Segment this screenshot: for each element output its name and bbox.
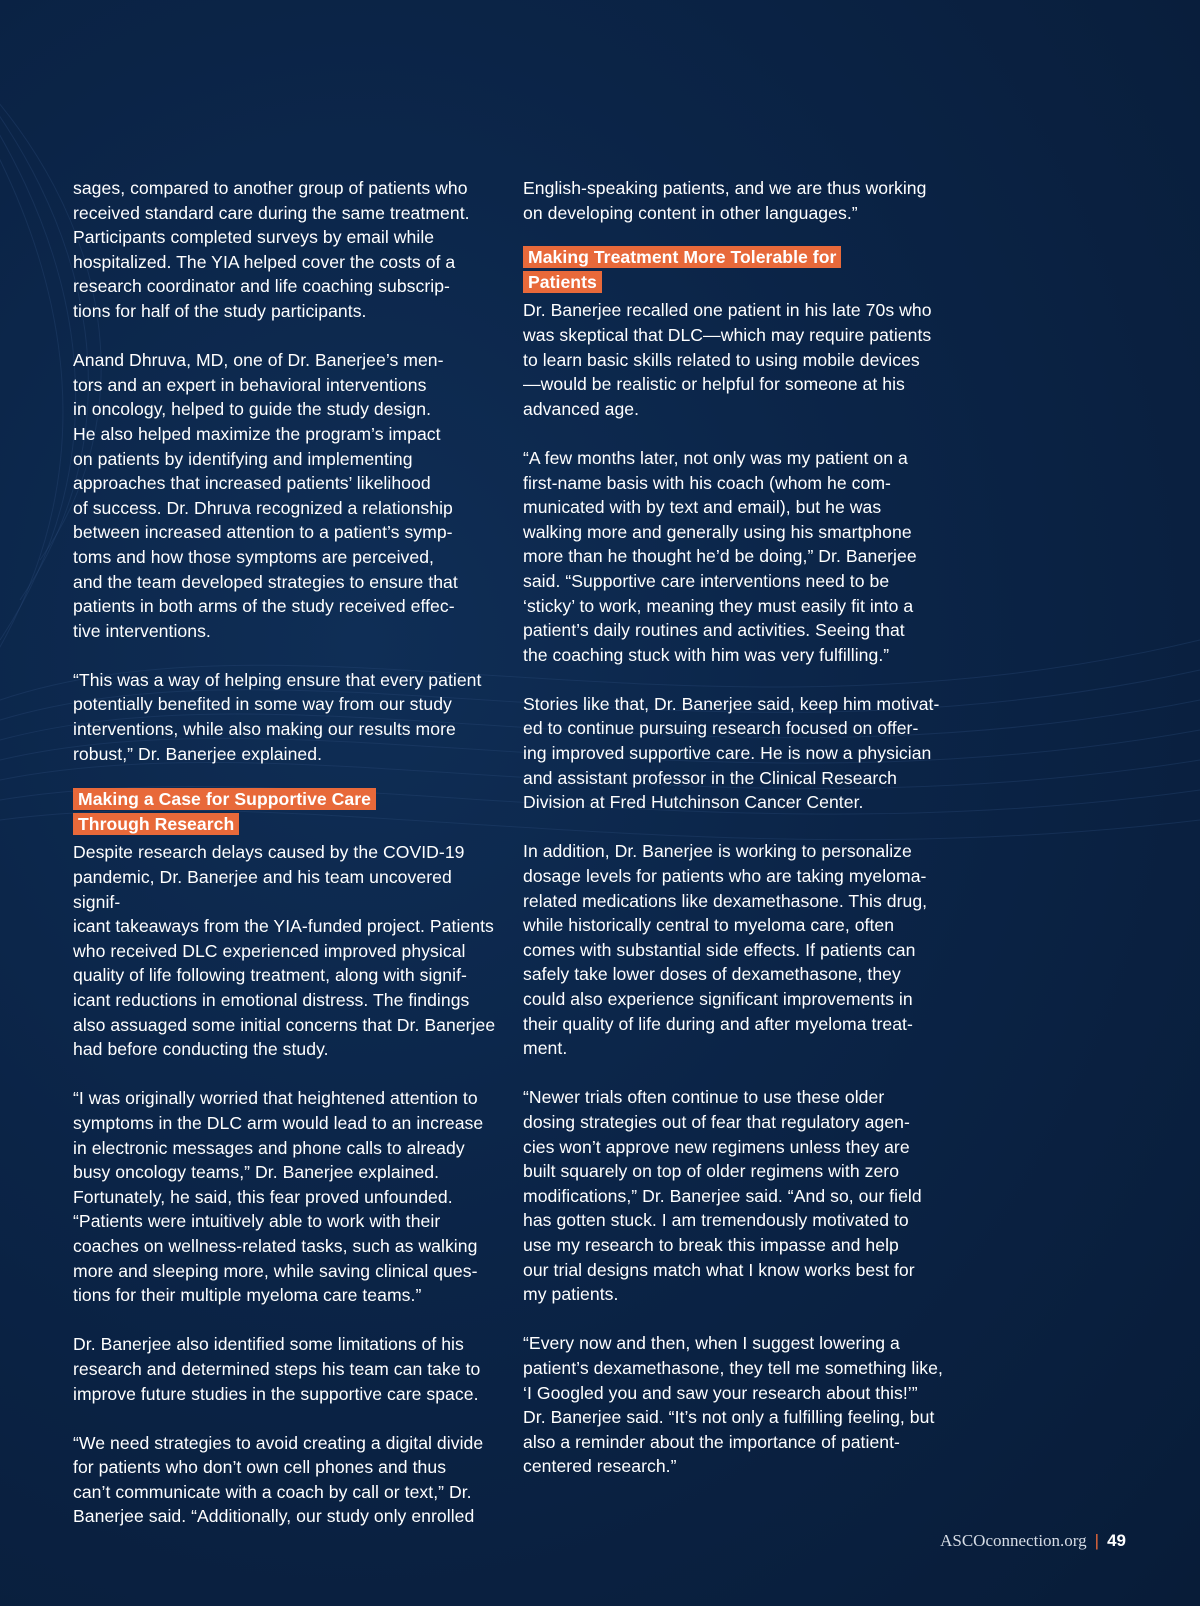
- page-footer: [940, 1531, 1126, 1551]
- section-heading-line-2: Patients: [523, 271, 602, 293]
- left-paragraph-6: Dr. Banerjee also identified some limitations of his research and determined steps his team can take to improve future studies in the supportive care space.: [73, 1334, 481, 1404]
- right-paragraph-7: “Every now and then, when I suggest lowering a patient’s dexamethasone, they tell me something like, ‘I Googled you and saw your research about this!’” Dr. Banerjee said. “It’s not only a fulfilling feeling, but also a reminder about the importance of patient- centered research.”: [523, 1333, 943, 1477]
- left-column: [73, 176, 501, 1529]
- right-paragraph-2: Dr. Banerjee recalled one patient in his late 70s who was skeptical that DLC—which may require patients to learn basic skills related to using mobile devices —would be realistic or helpful for someone at his advanced age.: [523, 300, 932, 419]
- left-paragraph-1: sages, compared to another group of patients who received standard care during the same treatment. Participants completed surveys by email while hospitalized. The YIA helped cover the costs of a research coordinator and life coaching subscrip- tions for half of the study participants.: [73, 178, 470, 321]
- left-paragraph-7: “We need strategies to avoid creating a digital divide for patients who don’t own cell phones and thus can’t communicate with a coach by call or text,” Dr. Banerjee said. “Additionally, our study only enrolled: [73, 1432, 484, 1527]
- left-paragraph-4: Despite research delays caused by the COVID-19 pandemic, Dr. Banerjee and his team uncovered signif- icant takeaways from the YIA-funded project. Patients who received DLC experienced improved physical quality of life following treatment, along with signif- icant reductions in emotional distress. The findings also assuaged some initial concerns that Dr. Banerjee had before conducting the study.: [73, 842, 496, 1060]
- section-heading-line-1: Making Treatment More Tolerable for: [523, 246, 841, 268]
- section-heading-line-2: Through Research: [73, 813, 239, 835]
- section-heading-tolerable-treatment: [523, 245, 951, 294]
- right-paragraph-4: Stories like that, Dr. Banerjee said, keep him motivat- ed to continue pursuing research focused on offer- ing improved supportive care. He is now a physician and assistant professor in the Clinical Research Division at Fred Hutchinson Cancer Center.: [523, 693, 940, 813]
- page-number: 49: [1107, 1531, 1126, 1550]
- right-column: [523, 176, 951, 1479]
- left-paragraph-3: “This was a way of helping ensure that every patient potentially benefited in some way from our study interventions, while also making our results more robust,” Dr. Banerjee explained.: [73, 669, 482, 764]
- section-heading-line-1: Making a Case for Supportive Care: [73, 788, 376, 810]
- section-heading-supportive-care: [73, 787, 501, 836]
- left-paragraph-5: “I was originally worried that heightened attention to symptoms in the DLC arm would lead to an increase in electronic messages and phone calls to already busy oncology teams,” Dr. Banerjee explained. Fortunately, he said, this fear proved unfounded. “Patients were intuitively able to work with their coaches on wellness-related tasks, such as walking more and sleeping more, while saving clinical ques- tions for their multiple myeloma care teams.”: [73, 1088, 484, 1306]
- right-paragraph-5: In addition, Dr. Banerjee is working to personalize dosage levels for patients who are taking myeloma- related medications like dexamethasone. This drug, while historically central to myeloma care, often comes with substantial side effects. If patients can safely take lower doses of dexamethasone, they could also experience significant improvements in their quality of life during and after myeloma treat- ment.: [523, 841, 928, 1059]
- footer-separator: |: [1094, 1531, 1100, 1550]
- left-paragraph-2: Anand Dhruva, MD, one of Dr. Banerjee’s men- tors and an expert in behavioral interventions in oncology, helped to guide the study design. He also helped maximize the program’s impact on patients by identifying and implementing approaches that increased patients’ likelihood of success. Dr. Dhruva recognized a relationship between increased attention to a patient’s symp- toms and how those symptoms are perceived, and the team developed strategies to ensure that patients in both arms of the study received effec- tive interventions.: [73, 350, 458, 641]
- right-paragraph-1: English-speaking patients, and we are thus working on developing content in other languages.”: [523, 178, 927, 223]
- right-paragraph-6: “Newer trials often continue to use these older dosing strategies out of fear that regulatory agen- cies won’t approve new regimens unless they are built squarely on top of older regimens with zero modifications,” Dr. Banerjee said. “And so, our field has gotten stuck. I am tremendously motivated to use my research to break this impasse and help our trial designs match what I know works best for my patients.: [523, 1087, 922, 1305]
- right-paragraph-3: “A few months later, not only was my patient on a first-name basis with his coach (whom he com- municated with by text and email), but he was walking more and generally using his smartphone more than he thought he’d be doing,” Dr. Banerjee said. “Supportive care interventions need to be ‘sticky’ to work, meaning they must easily fit into a patient’s daily routines and activities. Seeing that the coaching stuck with him was very fulfilling.”: [523, 447, 917, 665]
- footer-site-link[interactable]: ASCOconnection.org: [940, 1531, 1087, 1550]
